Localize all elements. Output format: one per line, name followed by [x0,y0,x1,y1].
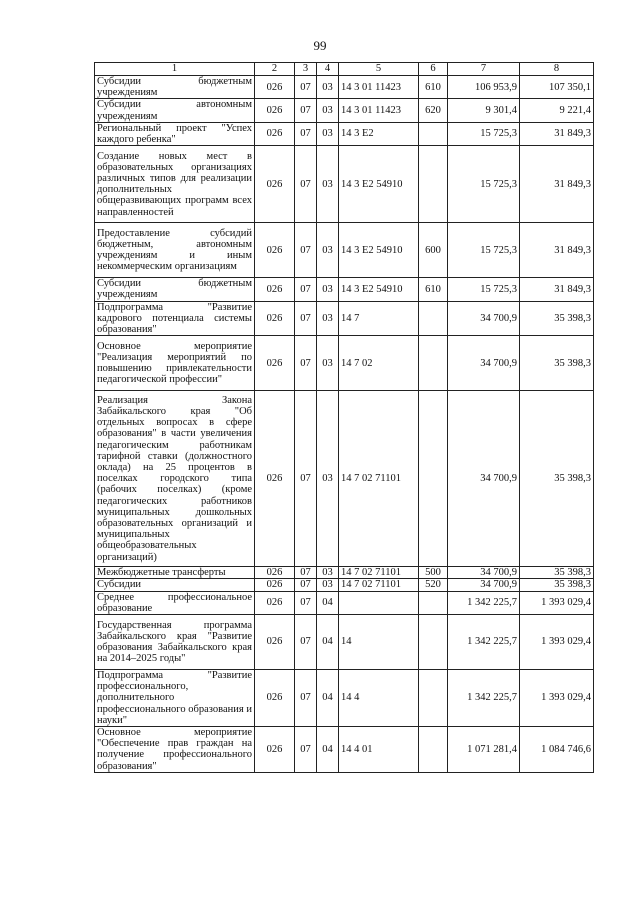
header-cell: 5 [339,63,419,76]
amount-year-2: 35 398,3 [520,579,594,591]
target-article-code: 14 4 [339,670,419,727]
target-article-code: 14 3 E2 [339,122,419,145]
ministry-code: 026 [255,223,295,278]
table-row [95,391,594,567]
expense-type-code: 500 [419,567,448,579]
table-row [95,727,594,773]
subsection-code: 04 [317,670,339,727]
section-code: 07 [295,567,317,579]
expense-type-code [419,391,448,567]
amount-year-2: 1 084 746,6 [520,727,594,773]
table-header-row [95,63,594,76]
amount-year-1: 9 301,4 [448,99,520,122]
subsection-code: 03 [317,76,339,99]
subsection-code: 03 [317,301,339,336]
ministry-code: 026 [255,99,295,122]
amount-year-2: 31 849,3 [520,122,594,145]
expense-type-code [419,301,448,336]
amount-year-1: 34 700,9 [448,336,520,391]
ministry-code: 026 [255,391,295,567]
amount-year-1: 1 342 225,7 [448,670,520,727]
header-cell: 7 [448,63,520,76]
table-row [95,615,594,670]
target-article-code: 14 7 [339,301,419,336]
subsection-code: 03 [317,278,339,301]
expense-type-code: 610 [419,278,448,301]
subsection-code: 03 [317,567,339,579]
ministry-code: 026 [255,727,295,773]
row-name: Предоставление субсидий бюджетным, автономным учреждениям и иным некоммерческим организациям [95,223,255,278]
section-code: 07 [295,278,317,301]
subsection-code: 03 [317,146,339,223]
row-name: Субсидии бюджетным учреждениям [95,278,255,301]
ministry-code: 026 [255,76,295,99]
amount-year-2: 107 350,1 [520,76,594,99]
ministry-code: 026 [255,146,295,223]
amount-year-2: 35 398,3 [520,567,594,579]
ministry-code: 026 [255,670,295,727]
row-name: Субсидии автономным учреждениям [95,99,255,122]
amount-year-1: 34 700,9 [448,391,520,567]
amount-year-2: 1 393 029,4 [520,670,594,727]
amount-year-1: 106 953,9 [448,76,520,99]
ministry-code: 026 [255,615,295,670]
amount-year-1: 15 725,3 [448,278,520,301]
amount-year-2: 31 849,3 [520,278,594,301]
amount-year-2: 35 398,3 [520,391,594,567]
target-article-code: 14 3 E2 54910 [339,223,419,278]
target-article-code: 14 7 02 71101 [339,391,419,567]
amount-year-2: 35 398,3 [520,301,594,336]
table-row [95,670,594,727]
row-name: Основное мероприятие "Обеспечение прав граждан на получение профессионального образования" [95,727,255,773]
amount-year-2: 1 393 029,4 [520,591,594,614]
target-article-code: 14 7 02 71101 [339,567,419,579]
amount-year-1: 34 700,9 [448,301,520,336]
section-code: 07 [295,99,317,122]
section-code: 07 [295,301,317,336]
row-name: Государственная программа Забайкальского края "Развитие образования Забайкальского края на 2014–2025 годы" [95,615,255,670]
expense-type-code [419,122,448,145]
target-article-code: 14 3 01 11423 [339,99,419,122]
table-row [95,567,594,579]
subsection-code: 03 [317,579,339,591]
section-code: 07 [295,579,317,591]
row-name: Субсидии [95,579,255,591]
amount-year-2: 1 393 029,4 [520,615,594,670]
section-code: 07 [295,223,317,278]
subsection-code: 04 [317,615,339,670]
header-cell: 4 [317,63,339,76]
table-row [95,223,594,278]
subsection-code: 03 [317,223,339,278]
ministry-code: 026 [255,567,295,579]
amount-year-1: 15 725,3 [448,122,520,145]
target-article-code: 14 [339,615,419,670]
expense-type-code [419,727,448,773]
target-article-code: 14 4 01 [339,727,419,773]
section-code: 07 [295,670,317,727]
amount-year-1: 1 342 225,7 [448,615,520,670]
target-article-code [339,591,419,614]
row-name: Межбюджетные трансферты [95,567,255,579]
header-cell: 3 [295,63,317,76]
row-name: Создание новых мест в образовательных организациях различных типов для реализации дополнительных общеразвивающих программ всех направленностей [95,146,255,223]
table-row [95,122,594,145]
target-article-code: 14 7 02 [339,336,419,391]
row-name: Региональный проект "Успех каждого ребенка" [95,122,255,145]
budget-table [94,62,594,773]
header-cell: 2 [255,63,295,76]
table-body [95,76,594,773]
amount-year-2: 31 849,3 [520,223,594,278]
section-code: 07 [295,591,317,614]
table-row [95,278,594,301]
ministry-code: 026 [255,591,295,614]
amount-year-1: 34 700,9 [448,567,520,579]
amount-year-2: 9 221,4 [520,99,594,122]
table-row [95,579,594,591]
row-name: Подпрограмма "Развитие профессионального, дополнительного профессионального образования и науки" [95,670,255,727]
subsection-code: 03 [317,122,339,145]
amount-year-1: 34 700,9 [448,579,520,591]
ministry-code: 026 [255,336,295,391]
section-code: 07 [295,391,317,567]
target-article-code: 14 7 02 71101 [339,579,419,591]
amount-year-1: 15 725,3 [448,223,520,278]
amount-year-1: 15 725,3 [448,146,520,223]
row-name: Среднее профессиональное образование [95,591,255,614]
expense-type-code [419,146,448,223]
section-code: 07 [295,146,317,223]
section-code: 07 [295,727,317,773]
header-cell: 8 [520,63,594,76]
header-cell: 1 [95,63,255,76]
ministry-code: 026 [255,122,295,145]
subsection-code: 03 [317,336,339,391]
amount-year-2: 31 849,3 [520,146,594,223]
section-code: 07 [295,336,317,391]
amount-year-2: 35 398,3 [520,336,594,391]
row-name: Реализация Закона Забайкальского края "Об отдельных вопросах в сфере образования" в части увеличения педагогическим работникам тарифной ставки (должностного оклада) на 25 процентов в поселках городского типа (рабочих поселках) (кроме педагогических работников муниципальных дошкольных образовательных организаций и муниципальных общеобразовательных организаций) [95,391,255,567]
table-row [95,99,594,122]
subsection-code: 04 [317,591,339,614]
expense-type-code: 610 [419,76,448,99]
ministry-code: 026 [255,301,295,336]
expense-type-code: 600 [419,223,448,278]
target-article-code: 14 3 E2 54910 [339,146,419,223]
table-row [95,336,594,391]
expense-type-code: 520 [419,579,448,591]
subsection-code: 04 [317,727,339,773]
table-row [95,591,594,614]
header-cell: 6 [419,63,448,76]
section-code: 07 [295,615,317,670]
expense-type-code: 620 [419,99,448,122]
amount-year-1: 1 071 281,4 [448,727,520,773]
section-code: 07 [295,122,317,145]
page-number: 99 [313,38,327,53]
target-article-code: 14 3 01 11423 [339,76,419,99]
expense-type-code [419,615,448,670]
table-row [95,146,594,223]
row-name: Подпрограмма "Развитие кадрового потенциала системы образования" [95,301,255,336]
row-name: Основное мероприятие "Реализация мероприятий по повышению привлекательности педагогической профессии" [95,336,255,391]
ministry-code: 026 [255,278,295,301]
expense-type-code [419,591,448,614]
amount-year-1: 1 342 225,7 [448,591,520,614]
expense-type-code [419,670,448,727]
table-row [95,301,594,336]
expense-type-code [419,336,448,391]
ministry-code: 026 [255,579,295,591]
section-code: 07 [295,76,317,99]
subsection-code: 03 [317,99,339,122]
target-article-code: 14 3 E2 54910 [339,278,419,301]
table-row [95,76,594,99]
subsection-code: 03 [317,391,339,567]
row-name: Субсидии бюджетным учреждениям [95,76,255,99]
